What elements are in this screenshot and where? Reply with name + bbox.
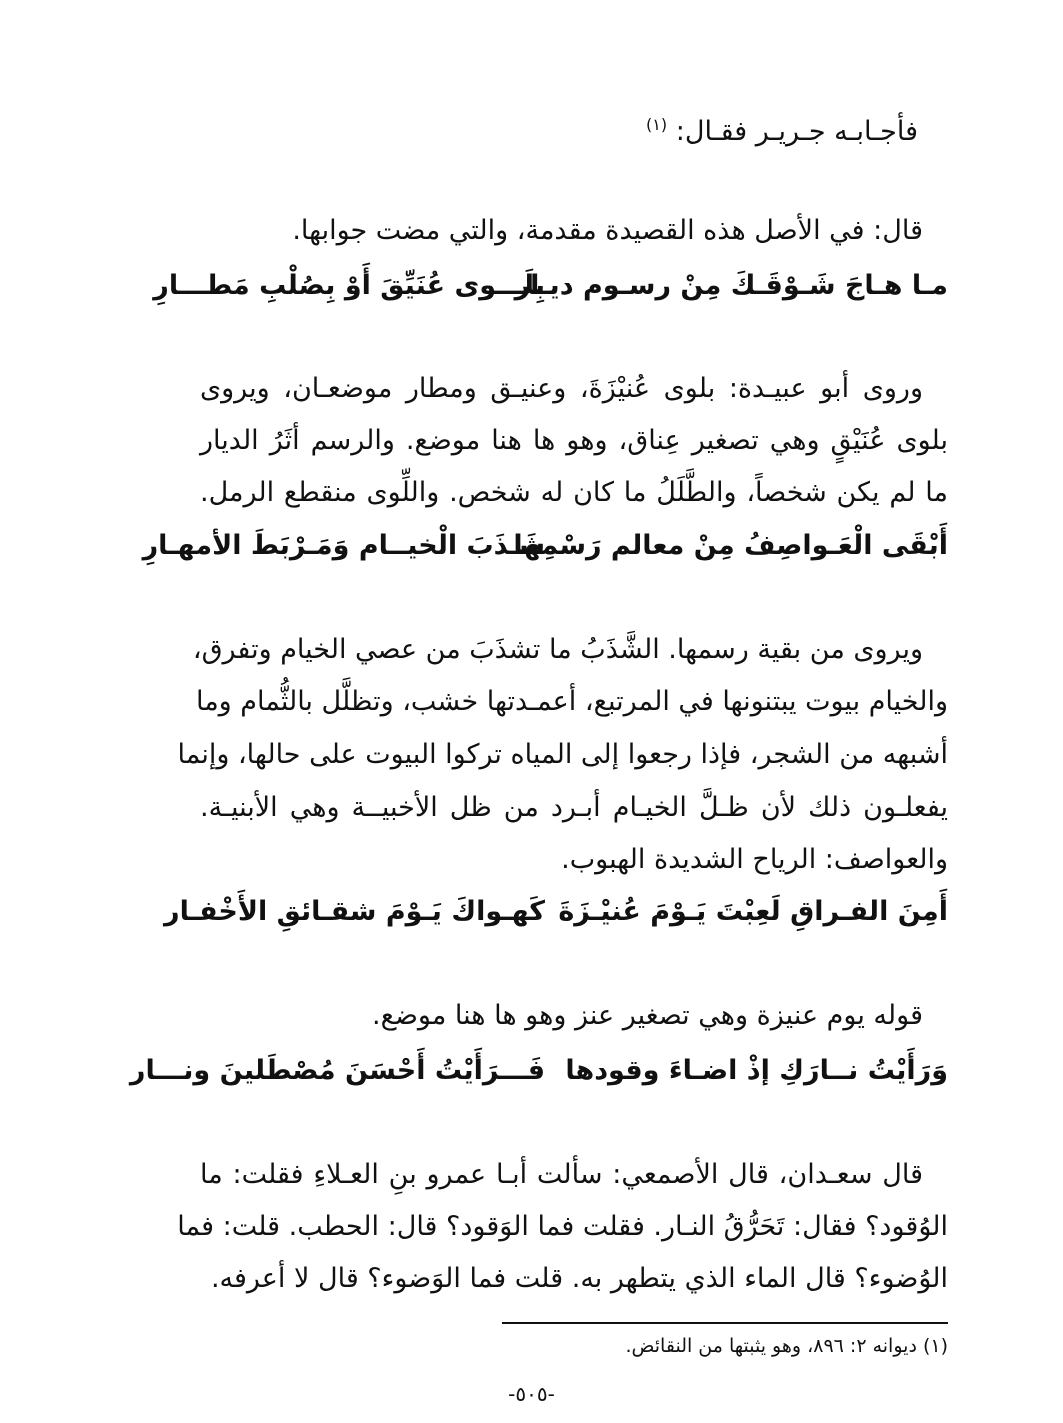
paragraph-line: قال سعـدان، قال الأصمعي: سألت أبـا عمرو بنِ العـلاءِ فقلت: ما	[200, 1159, 923, 1190]
paragraph-line: يفعلـون ذلك لأن ظـلَّ الخيـام أبـرد من ظل الأخبيــة وهي الأبنيـة.	[200, 792, 948, 823]
paragraph-line: والخيام بيوت يبتنونها في المرتبع، أعمـدتها خشب، وتظلَّل بالثُّمام وما	[195, 686, 948, 717]
paragraph-line: قوله يوم عنيزة وهي تصغير عنز وهو ها هنا موضع.	[372, 1000, 923, 1031]
verse-line	[153, 264, 948, 308]
page-number: -٥٠٥-	[508, 1382, 555, 1406]
verse-line	[164, 890, 948, 934]
verse-hemistich-second: بِلَـــوى عُنَيِّقَ أَوْ بِصُلْبِ مَطـــارِ	[153, 270, 545, 301]
verse-hemistich-first: مـا هـاجَ شَـوْقَـكَ مِنْ رسـوم ديـار	[514, 270, 948, 301]
intro-line	[646, 105, 918, 152]
paragraph-line: بلوى عُنَيْقٍ وهي تصغير عِناق، وهو ها هنا موضع. والرسم أثَرُ الديار	[200, 425, 948, 456]
footnote: (١) ديوانه ٢: ٨٩٦، وهو يثبتها من النقائض.	[625, 1335, 948, 1357]
verse-hemistich-second: فَـــرَأَيْتُ أَحْسَنَ مُصْطَلينَ ونـــار	[129, 1055, 545, 1086]
paragraph-line: أشبهه من الشجر، فإذا رجعوا إلى المياه تركوا البيوت على حالها، وإنما	[177, 739, 948, 770]
verse-line	[142, 524, 948, 568]
paragraph-line: وروى أبو عبيـدة: بلوى عُنيْزَةَ، وعنيـق ومطار موضعـان، ويروى	[200, 373, 923, 404]
verse-hemistich-first: وَرَأَيْتُ نــارَكِ إذْ اضـاءَ وقودها	[565, 1055, 948, 1086]
paragraph-line: والعواصف: الرياح الشديدة الهبوب.	[561, 844, 948, 875]
paragraph-line: ويروى من بقية رسمها. الشَّذَبُ ما تشذَبَ من عصي الخيام وتفرق،	[192, 634, 923, 665]
intro-text: فأجـابـه جـريـر فقـال:	[675, 116, 918, 147]
paragraph-line: الوُضوء؟ قال الماء الذي يتطهر به. قلت فما الوَضوء؟ قال لا أعرفه.	[210, 1263, 948, 1294]
paragraph-line: قال: في الأصل هذه القصيدة مقدمة، والتي مضت جوابها.	[292, 215, 923, 246]
verse-hemistich-first: أَمِنَ الفـراقِ لَعِبْتَ يَـوْمَ عُنيْـزَةَ	[558, 896, 948, 927]
footnote-divider	[502, 1322, 948, 1324]
verse-hemistich-first: أَبْقَى الْعَـواصِفُ مِنْ معالم رَسْمِها	[513, 530, 948, 561]
paragraph-line: الوُقود؟ فقال: تَحَرُّقُ النـار. فقلت فما الوَقود؟ قال: الحطب. قلت: فما	[177, 1211, 948, 1242]
verse-hemistich-second: كَهـواكَ يَـوْمَ شقـائقِ الأَخْفـار	[164, 896, 545, 927]
footnote-ref[interactable]: (١)	[646, 115, 668, 134]
verse-hemistich-second: شَـذَبَ الْخيــام وَمَـرْبَطَ الأمهـارِ	[142, 530, 545, 561]
verse-line	[129, 1049, 948, 1093]
paragraph-line: ما لم يكن شخصاً، والطَّلَلُ ما كان له شخص. واللِّوى منقطع الرمل.	[200, 477, 948, 508]
